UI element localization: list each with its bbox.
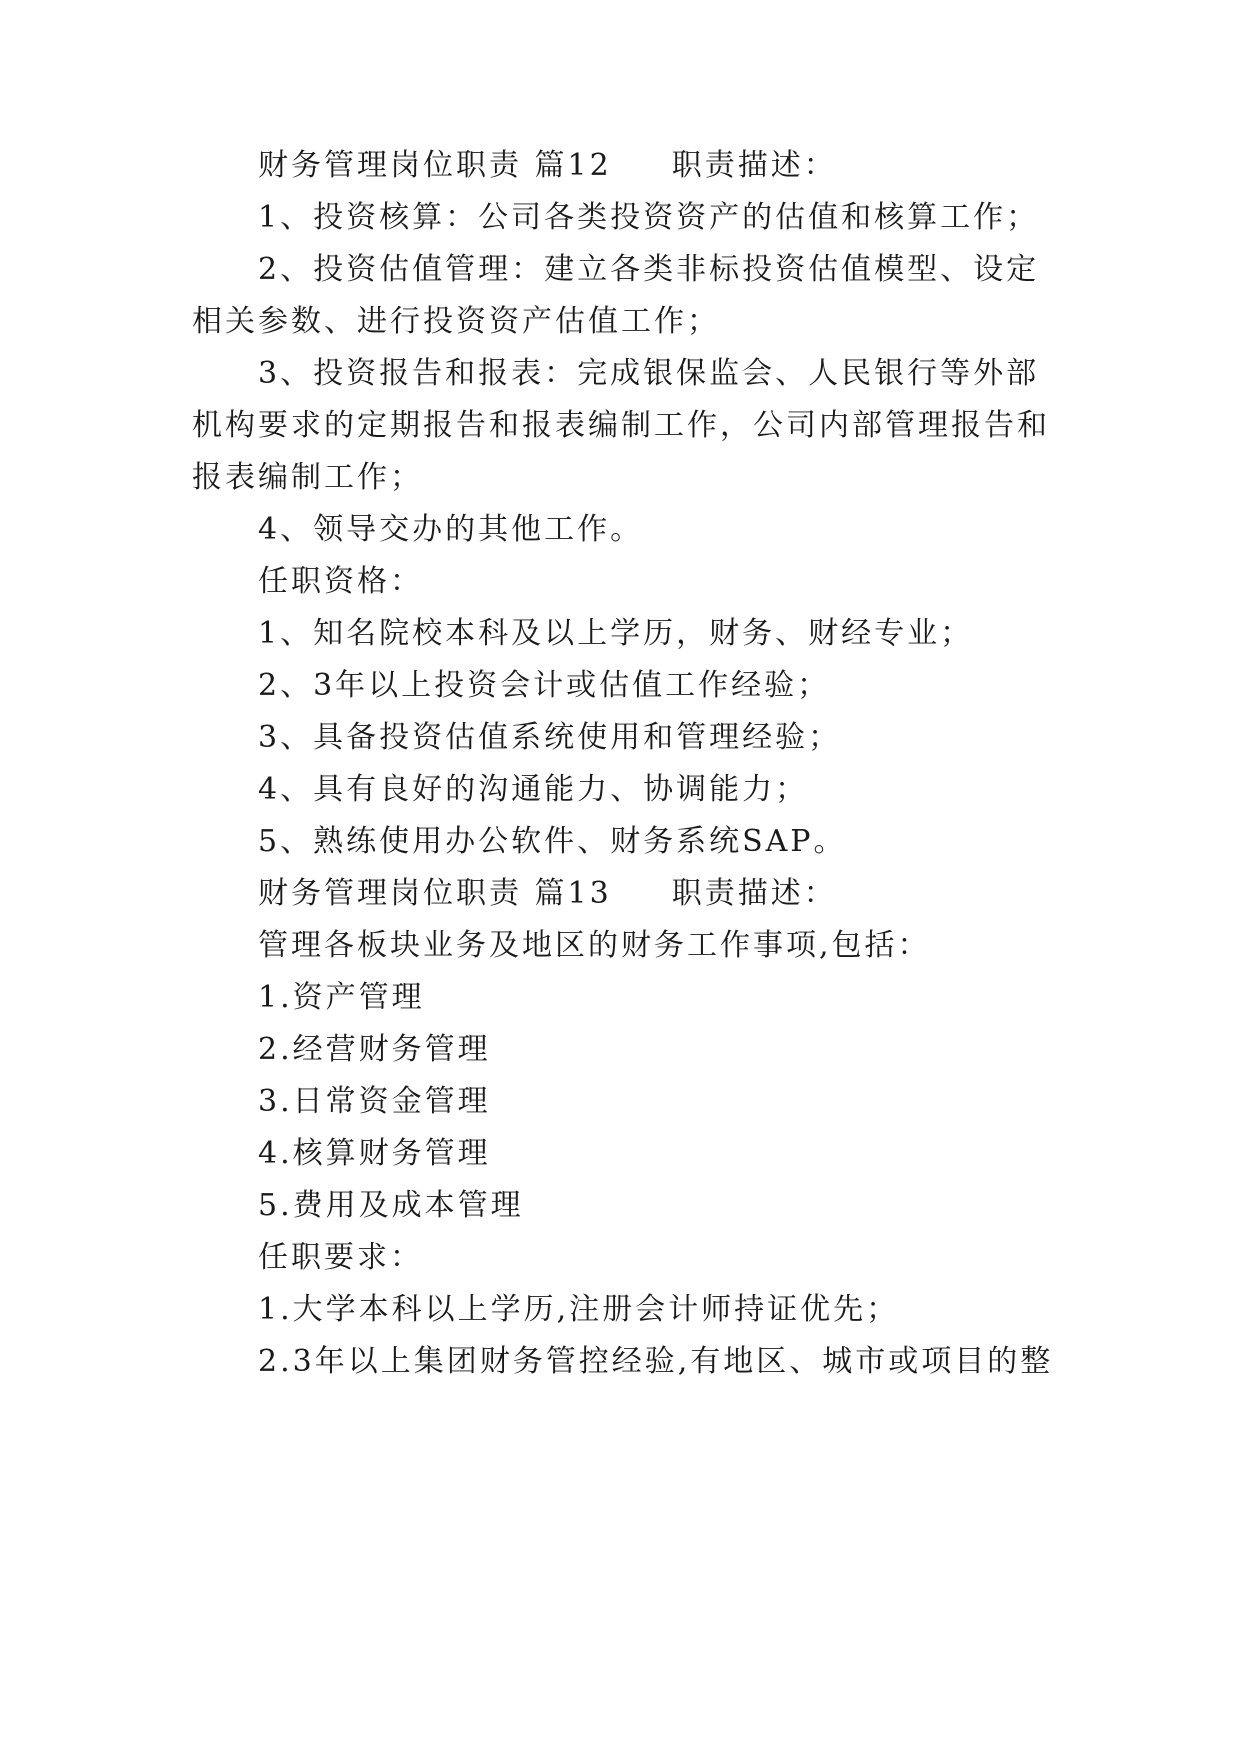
section-title: 财务管理岗位职责 篇12 (258, 148, 612, 183)
paragraph-line: 5、熟练使用办公软件、财务系统SAP。 (258, 824, 847, 859)
list-item: 5.费用及成本管理 (258, 1188, 524, 1223)
paragraph-line: 机构要求的定期报告和报表编制工作，公司内部管理报告和 (192, 408, 1050, 443)
paragraph-line: 3、投资报告和报表：完成银保监会、人民银行等外部 (258, 356, 1040, 391)
section-heading-13 (258, 874, 837, 914)
list-item: 2.经营财务管理 (258, 1032, 491, 1067)
subsection-label: 职责描述： (671, 148, 837, 183)
paragraph-line: 报表编制工作； (192, 460, 423, 495)
section-heading-12 (258, 146, 837, 186)
paragraph-line: 2、投资估值管理：建立各类非标投资估值模型、设定 (258, 252, 1040, 287)
paragraph-line: 2、3年以上投资会计或估值工作经验； (258, 668, 831, 703)
paragraph-line: 4、领导交办的其他工作。 (258, 512, 644, 547)
paragraph-line: 1、知名院校本科及以上学历，财务、财经专业； (258, 616, 974, 651)
subsection-label: 任职要求： (258, 1240, 423, 1275)
list-item: 3.日常资金管理 (258, 1084, 491, 1119)
paragraph-line: 2.3年以上集团财务管控经验,有地区、城市或项目的整 (258, 1344, 1054, 1379)
paragraph-line: 3、具备投资估值系统使用和管理经验； (258, 720, 842, 755)
subsection-label: 职责描述： (671, 876, 837, 911)
paragraph-line: 相关参数、进行投资资产估值工作； (192, 304, 720, 339)
section-title: 财务管理岗位职责 篇13 (258, 876, 612, 911)
paragraph-line: 4、具有良好的沟通能力、协调能力； (258, 772, 809, 807)
paragraph-line: 管理各板块业务及地区的财务工作事项,包括： (258, 928, 931, 963)
paragraph-line: 1.大学本科以上学历,注册会计师持证优先； (258, 1292, 900, 1327)
list-item: 4.核算财务管理 (258, 1136, 491, 1171)
list-item: 1.资产管理 (258, 980, 425, 1015)
paragraph-line: 1、投资核算：公司各类投资资产的估值和核算工作； (258, 200, 1040, 235)
subsection-label: 任职资格： (258, 564, 423, 599)
